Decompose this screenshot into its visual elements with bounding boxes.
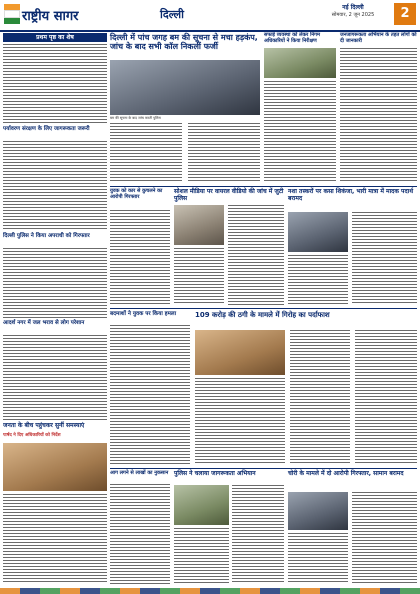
- lower-mid-headline: 109 करोड़ की ठगी के मामले में गिरोह का पर्दाफाश: [195, 311, 330, 319]
- right-column-body: [340, 48, 417, 183]
- article-body: [3, 335, 107, 420]
- lower-left-headline: बदमाशों ने युवक पर किया हमला: [110, 311, 177, 317]
- top-story-photo: [110, 60, 260, 115]
- edition-date: सोमवार, 2 जून 2025: [331, 12, 375, 18]
- mid-right-body: [288, 255, 348, 305]
- mid-right-headline: नशा तस्करों पर कसा शिकंजा, भारी मात्रा में मादक पदार्थ बरामद: [288, 188, 414, 202]
- article-body: [3, 141, 107, 231]
- bottom-right-photo: [288, 492, 348, 530]
- news-photo: [3, 443, 107, 491]
- top-right-photo: [264, 48, 336, 78]
- edition-info: [318, 4, 388, 19]
- mid-story-photo: [174, 205, 224, 245]
- lower-mid-body: [290, 330, 350, 465]
- mid-left-headline: युवक को कार से कुचलने का आरोपी गिरफ्तार: [110, 188, 163, 200]
- mid-story-headline: सोशल मीडिया पर वायरल वीडियो की जांच में जुटी पुलिस: [174, 188, 284, 202]
- top-right-headline: सफाई व्यवस्था को लेकर निगम अधिकारियों ने किया निरीक्षण: [264, 32, 320, 44]
- bottom-left-body: [110, 484, 170, 584]
- lower-mid-body: [355, 330, 417, 465]
- lower-mid-photo: [195, 330, 285, 375]
- article-subheadline: पार्षद ने दिए अधिकारियों को निर्देश: [3, 433, 61, 438]
- left-column: [3, 33, 107, 588]
- bottom-right-body: [288, 533, 348, 584]
- section-title: प्रथम पृष्ठ का शेष: [3, 33, 107, 42]
- bottom-right-headline: चोरी के मामले में दो आरोपी गिरफ्तार, सामान बरामद: [288, 470, 404, 477]
- tricolor-flag-icon: [4, 4, 20, 24]
- top-story-headline: दिल्ली में पांच जगह बम की सूचना से मचा हड़कंप, जांच के बाद सभी कॉल निकलीं फर्जी: [110, 33, 258, 52]
- masthead: [0, 0, 420, 32]
- mid-story-body: [174, 248, 224, 305]
- mid-left-body: [110, 210, 170, 305]
- article-body: [3, 248, 107, 318]
- bottom-mid-photo: [174, 485, 229, 525]
- lower-left-body: [110, 325, 190, 465]
- divider: [110, 468, 417, 469]
- edition-city: नई दिल्ली: [342, 4, 364, 11]
- top-story-body: [188, 123, 260, 183]
- divider: [110, 186, 417, 187]
- mid-story-body: [228, 205, 284, 305]
- article-headline: दिल्ली पुलिस ने किया अपराधी को गिरफ्तार: [3, 233, 90, 239]
- bottom-left-headline: आग लगने से लाखों का नुकसान: [110, 470, 169, 476]
- top-story-body: [110, 123, 182, 183]
- article-headline: पर्यावरण संरक्षण के लिए जागरूकता जरूरी: [3, 126, 90, 132]
- bottom-mid-headline: पुलिस ने चलाया जागरूकता अभियान: [174, 470, 256, 477]
- divider: [110, 308, 417, 309]
- mid-right-photo: [288, 212, 348, 252]
- page-number: 2: [394, 3, 416, 25]
- newspaper-name: राष्ट्रीय सागर: [22, 9, 79, 24]
- bottom-right-body: [352, 492, 417, 584]
- mid-right-body: [352, 212, 417, 305]
- bottom-mid-body: [232, 485, 284, 584]
- lower-mid-body: [195, 378, 285, 465]
- right-column-headline: जनजागरूकता अभियान के तहत लोगों को दी जानकारी: [340, 32, 417, 44]
- article-body: [3, 494, 107, 584]
- footer-strip: [0, 588, 420, 594]
- article-headline: आदर्श नगर में जल भराव से लोग परेशान: [3, 320, 85, 326]
- top-right-body: [264, 81, 336, 183]
- photo-caption: बम की सूचना के बाद जांच करती पुलिस: [110, 116, 161, 120]
- bottom-mid-body: [174, 528, 229, 584]
- article-headline: जनता के बीच पहुंचकर सुनीं समस्याएं: [3, 422, 85, 429]
- city-section-title: दिल्ली: [160, 8, 184, 21]
- article-body: [3, 44, 107, 124]
